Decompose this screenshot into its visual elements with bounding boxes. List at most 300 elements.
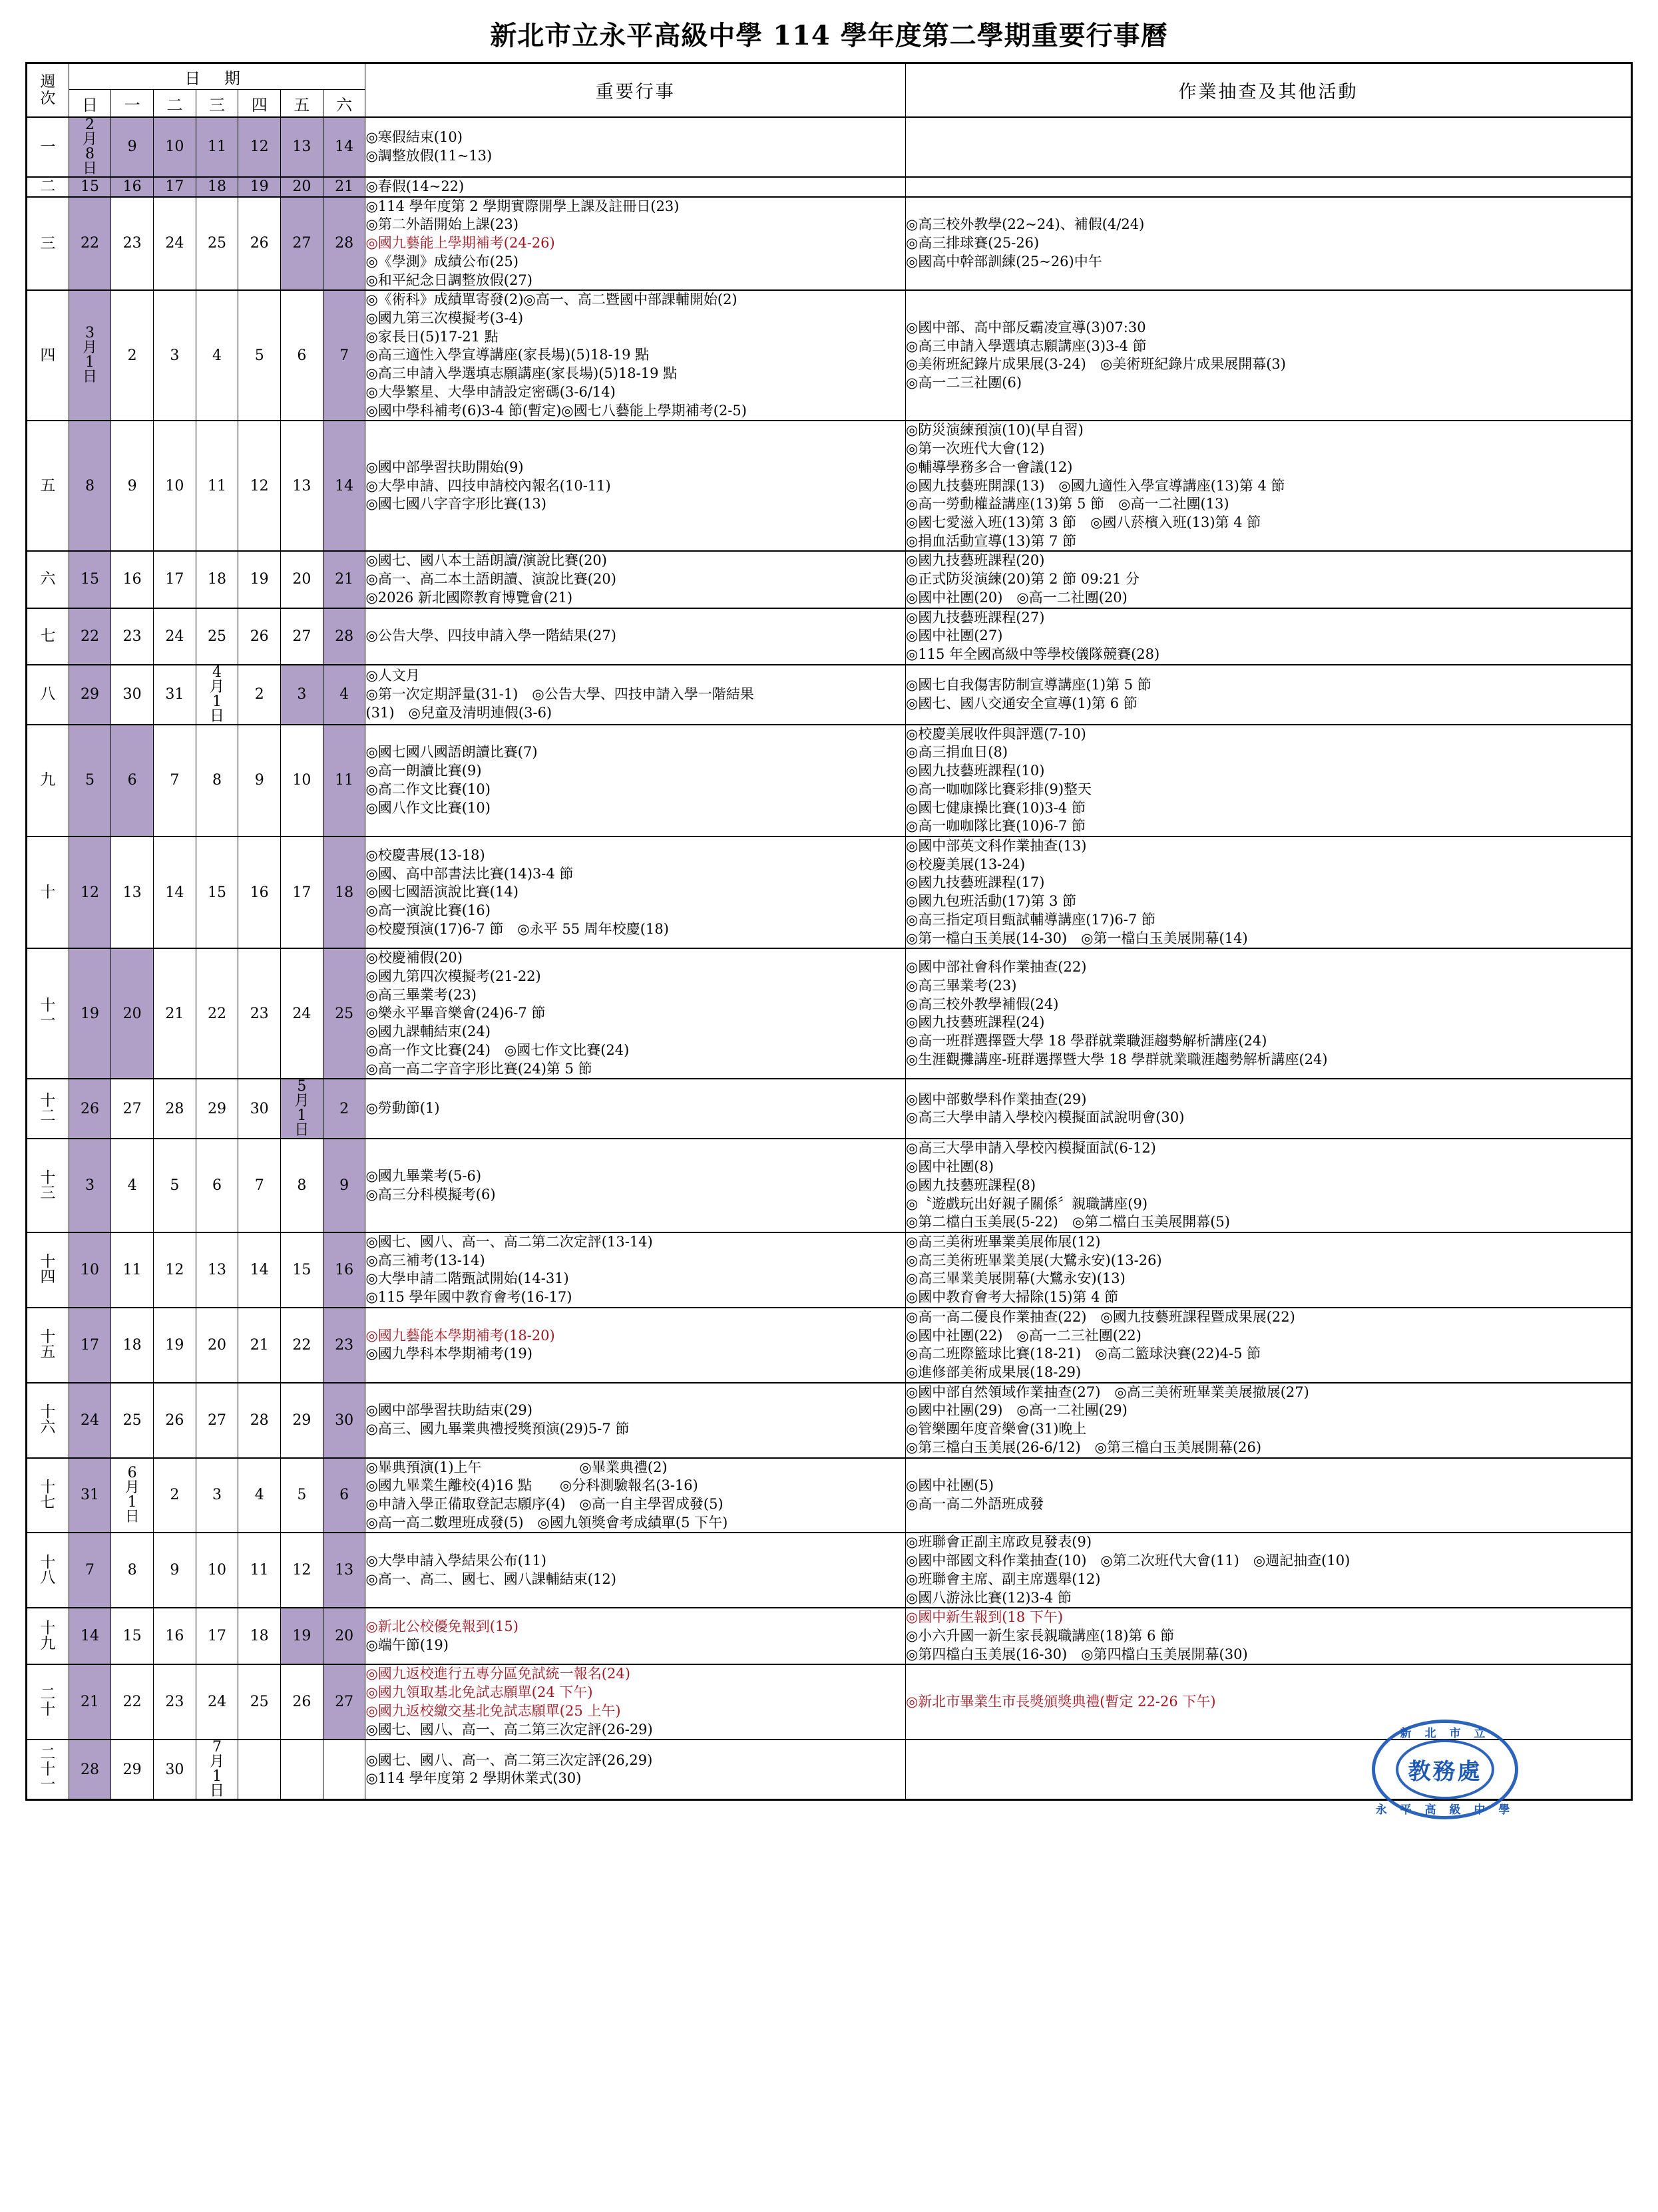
column-header-events: 重要行事 [365,63,906,118]
dow-sat: 六 [323,90,365,118]
events-cell-line: (31) ◎兒童及清明連假(3-6) [365,704,552,721]
other-activities-cell-line: ◎國中新生報到(18 下午) [905,1609,1064,1626]
day-cell: 6 [111,725,154,836]
day-cell: 21 [154,948,196,1079]
other-activities-cell-line: ◎〝遊戲玩出好親子關係〞親職講座(9) [905,1195,1148,1212]
day-cell: 17 [69,1308,111,1383]
table-row [27,836,1632,948]
day-cell: 18 [196,551,238,608]
day-cell: 26 [238,608,281,665]
day-cell: 28 [69,1740,111,1800]
week-number-cell [27,421,69,551]
table-row [27,1079,1632,1139]
week-number-char: 二 [40,1107,56,1125]
events-cell-line: ◎寒假結束(10) [365,129,463,146]
other-activities-cell-line: ◎小六升國一新生家長親職講座(18)第 6 節 [905,1628,1175,1644]
day-cell: 20 [111,948,154,1079]
other-activities-cell-line: ◎115 年全國高級中等學校儀隊競賽(28) [905,645,1160,662]
day-cell: 10 [196,1533,238,1608]
week-number-char: 十 [40,1619,56,1637]
week-number-cell [27,117,69,177]
table-header [27,63,1632,118]
day-cell: 16 [238,836,281,948]
day-cell: 23 [323,1308,365,1383]
events-cell-line: ◎樂永平畢音樂會(24)6-7 節 [365,1005,546,1021]
column-header-other: 作業抽查及其他活動 [905,63,1631,118]
week-number-cell [27,1232,69,1308]
events-cell-line: ◎國中部學習扶助開始(9) [365,459,524,475]
day-cell: 6 [323,1458,365,1533]
day-cell: 21 [323,177,365,197]
other-activities-cell-line: ◎班聯會主席、副主席選舉(12) [905,1570,1101,1587]
events-cell [365,1533,906,1608]
week-number-cell [27,551,69,608]
other-activities-cell-line: ◎進修部美術成果展(18-29) [905,1364,1082,1380]
table-row [27,948,1632,1079]
day-cell: 27 [281,608,323,665]
dow-fri: 五 [281,90,323,118]
events-cell [365,1079,906,1139]
other-activities-cell-line: ◎高二班際籃球比賽(18-21) ◎高二籃球決賽(22)4-5 節 [905,1346,1261,1362]
events-cell-line: ◎114 學年度第 2 學期實際開學上課及註冊日(23) [365,198,680,214]
events-cell-line: ◎大學繁星、大學申請設定密碼(3-6/14) [365,383,616,400]
other-activities-cell [905,1308,1631,1383]
dow-wed: 三 [196,90,238,118]
events-cell [365,1383,906,1458]
other-activities-cell [905,948,1631,1079]
events-cell [365,197,906,291]
events-cell-line: ◎高三適性入學宣導講座(家長場)(5)18-19 點 [365,347,650,363]
week-number-char: 九 [40,1634,56,1652]
other-activities-cell [905,290,1631,421]
week-number-char: 一 [40,1775,56,1793]
other-activities-cell [905,665,1631,725]
other-activities-cell-line: ◎國七愛滋入班(13)第 3 節 ◎國八菸檳入班(13)第 4 節 [905,514,1261,530]
week-number-cell [27,290,69,421]
day-cell: 12 [281,1533,323,1608]
day-cell: 21 [238,1308,281,1383]
day-cell: 9 [238,725,281,836]
events-cell [365,608,906,665]
other-activities-cell-line: ◎第四檔白玉美展(16-30) ◎第四檔白玉美展開幕(30) [905,1646,1248,1662]
other-activities-cell-line: ◎高一高二優良作業抽查(22) ◎國九技藝班課程暨成果展(22) [905,1308,1295,1325]
day-cell: 28 [154,1079,196,1139]
day-cell: 7 [154,725,196,836]
events-cell [365,665,906,725]
day-cell: 20 [281,177,323,197]
week-number-cell [27,197,69,291]
other-activities-cell [905,836,1631,948]
events-cell-line: ◎國中學科補考(6)3-4 節(暫定)◎國七八藝能上學期補考(2-5) [365,402,747,419]
events-cell-line: ◎高一、高二、國七、國八課輔結束(12) [365,1570,616,1587]
table-row [27,197,1632,291]
other-activities-cell [905,1533,1631,1608]
day-cell: 31 [154,665,196,725]
other-activities-cell-line: ◎國中部數學科作業抽查(29) [905,1091,1087,1107]
other-activities-cell-line: ◎生涯觀攤講座-班群選擇暨大學 18 學群就業職涯趨勢解析講座(24) [905,1051,1328,1067]
table-row [27,1139,1632,1232]
table-row [27,551,1632,608]
other-activities-cell-line: ◎國中部英文科作業抽查(13) [905,838,1087,854]
dow-tue: 二 [154,90,196,118]
day-cell: 22 [196,948,238,1079]
day-cell: 26 [154,1383,196,1458]
events-cell-line: ◎高三畢業考(23) [365,986,477,1003]
events-cell [365,1308,906,1383]
day-cell: 12 [154,1232,196,1308]
day-cell: 6 [281,290,323,421]
other-activities-cell-line: ◎國九技藝班課程(24) [905,1014,1045,1031]
other-activities-cell [905,725,1631,836]
week-number-cell [27,608,69,665]
day-cell: 16 [323,1232,365,1308]
other-activities-cell-line: ◎高一咖咖隊比賽(10)6-7 節 [905,818,1086,834]
week-number-char: 十 [40,1328,56,1346]
events-cell-line: ◎高三補考(13-14) [365,1252,485,1268]
other-activities-cell-line: ◎高一高二外語班成發 [905,1496,1044,1512]
events-cell-line: ◎大學申請入學結果公布(11) [365,1553,546,1569]
day-cell: 11 [196,421,238,551]
week-number-char: 十 [40,1169,56,1187]
day-cell: 14 [323,117,365,177]
day-cell: 5 [69,725,111,836]
events-cell-line: ◎第二外語開始上課(23) [365,216,518,233]
day-cell: 13 [323,1533,365,1608]
day-cell: 8 [281,1139,323,1232]
day-cell: 10 [281,725,323,836]
events-cell-line: ◎115 學年國中教育會考(16-17) [365,1289,572,1306]
other-activities-cell-line: ◎國中社團(5) [905,1477,994,1494]
week-number-cell [27,177,69,197]
other-activities-cell-line: ◎校慶美展(13-24) [905,856,1026,872]
day-cell: 8 [69,421,111,551]
events-cell-line: ◎大學申請二階甄試開始(14-31) [365,1270,569,1287]
day-cell: 30 [238,1079,281,1139]
day-cell [111,1458,154,1533]
other-activities-cell-line: ◎防災演練預演(10)(早自習) [905,422,1084,439]
week-number-cell [27,948,69,1079]
events-cell-line: ◎國九第四次模擬考(21-22) [365,968,541,985]
day-cell: 17 [196,1608,238,1664]
other-activities-cell [905,421,1631,551]
events-cell-line: ◎高二作文比賽(10) [365,781,491,797]
events-cell-line: ◎114 學年度第 2 學期休業式(30) [365,1770,582,1787]
day-cell [281,1079,323,1139]
events-cell-line: ◎《學測》成績公布(25) [365,253,518,270]
day-cell [238,1740,281,1800]
other-activities-cell-line: ◎高一二三社團(6) [905,375,1022,391]
other-activities-cell [905,1232,1631,1308]
other-activities-cell [905,117,1631,177]
day-cell: 13 [281,421,323,551]
week-number-char: 十 [40,1092,56,1110]
day-cell: 22 [281,1308,323,1383]
other-activities-cell-line: ◎國中社團(27) [905,628,1003,644]
other-activities-cell-line: ◎國中部、高中部反霸凌宣導(3)07:30 [905,319,1146,335]
day-cell [196,665,238,725]
events-cell-line: ◎申請入學正備取登記志願序(4) ◎高一自主學習成發(5) [365,1496,724,1512]
table-body [27,117,1632,1800]
day-cell: 20 [323,1608,365,1664]
week-number-char: 七 [40,627,56,645]
week-number-cell [27,725,69,836]
day-cell: 5 [238,290,281,421]
seal-bottom-text: 永 平 高 級 中 學 [1375,1803,1515,1817]
events-cell-line: ◎和平紀念日調整放假(27) [365,272,532,288]
table-row [27,1308,1632,1383]
other-activities-cell [905,1383,1631,1458]
date-vertical-stack: 4 月 1 日 [210,663,225,725]
day-cell: 29 [69,665,111,725]
other-activities-cell-line: ◎高一咖咖隊比賽彩排(9)整天 [905,781,1092,797]
day-cell: 18 [196,177,238,197]
events-cell [365,948,906,1079]
day-cell: 10 [154,421,196,551]
day-cell: 25 [238,1664,281,1740]
week-number-char: 三 [40,234,56,252]
other-activities-cell-line: ◎高三大學申請入學校內模擬面試(6-12) [905,1140,1156,1157]
date-vertical-stack: 5 月 1 日 [294,1078,310,1139]
events-cell-line: ◎國九第三次模擬考(3-4) [365,310,524,327]
week-number-cell [27,1458,69,1533]
other-activities-cell-line: ◎國七自我傷害防制宣導講座(1)第 5 節 [905,676,1151,693]
day-cell: 26 [281,1664,323,1740]
week-number-cell [27,1740,69,1800]
day-cell: 29 [281,1383,323,1458]
other-activities-cell-line: ◎國九技藝班開課(13) ◎國九適性入學宣導講座(13)第 4 節 [905,477,1285,494]
day-cell: 15 [69,551,111,608]
events-cell-line: ◎高三分科模擬考(6) [365,1186,496,1202]
other-activities-cell-line: ◎新北市畢業生市長獎頒獎典禮(暫定 22-26 下午) [905,1694,1216,1710]
events-cell [365,1664,906,1740]
day-cell: 25 [323,948,365,1079]
day-cell: 14 [323,421,365,551]
other-activities-cell-line: ◎美術班紀錄片成果展(3-24) ◎美術班紀錄片成果展開幕(3) [905,356,1286,373]
day-cell: 16 [154,1608,196,1664]
day-cell: 2 [238,665,281,725]
other-activities-cell-line: ◎國七、國八交通安全宣導(1)第 6 節 [905,695,1138,711]
events-cell [365,725,906,836]
events-cell-line: ◎國七國八字音字形比賽(13) [365,496,546,512]
table-row [27,1458,1632,1533]
events-cell [365,1232,906,1308]
day-cell: 9 [154,1533,196,1608]
week-number-char: 五 [40,476,56,494]
week-number-char: 一 [40,138,56,156]
day-cell: 20 [281,551,323,608]
events-cell-line: ◎高一高二字音字形比賽(24)第 5 節 [365,1060,592,1077]
day-cell: 11 [196,117,238,177]
table-row [27,1608,1632,1664]
week-number-cell [27,1608,69,1664]
day-cell: 27 [196,1383,238,1458]
events-cell [365,421,906,551]
day-cell: 20 [196,1308,238,1383]
events-cell-line: ◎國九畢業生離校(4)16 點 ◎分科測驗報名(3-16) [365,1477,698,1494]
events-cell-line: ◎高一朗讀比賽(9) [365,763,482,779]
day-cell: 15 [196,836,238,948]
week-header-line1: 週 [40,73,56,91]
day-cell: 25 [196,197,238,291]
day-cell: 4 [238,1458,281,1533]
events-cell [365,117,906,177]
day-cell: 24 [281,948,323,1079]
week-number-cell [27,836,69,948]
week-number-char: 四 [40,346,56,364]
other-activities-cell-line: ◎高一勞動權益講座(13)第 5 節 ◎高一二社團(13) [905,496,1229,512]
other-activities-cell-line: ◎國九技藝班課程(10) [905,763,1045,779]
week-number-cell [27,1383,69,1458]
events-cell-line: ◎春假(14~22) [365,178,465,194]
day-cell: 19 [69,948,111,1079]
day-cell: 30 [323,1383,365,1458]
week-number-char: 八 [40,685,56,703]
events-cell [365,1740,906,1800]
week-number-char: 六 [40,570,56,588]
events-cell [365,290,906,421]
week-number-cell [27,665,69,725]
other-activities-cell-line: ◎國中教育會考大掃除(15)第 4 節 [905,1289,1119,1306]
events-cell-line: ◎第一次定期評量(31-1) ◎公告大學、四技申請入學一階結果 [365,685,754,702]
events-cell-line: ◎國九課輔結束(24) [365,1023,491,1040]
table-row [27,421,1632,551]
day-cell: 15 [111,1608,154,1664]
day-cell: 28 [323,197,365,291]
other-activities-cell [905,177,1631,197]
day-cell: 26 [69,1079,111,1139]
seal-top-text: 新 北 市 立 [1400,1727,1490,1741]
day-cell: 8 [196,725,238,836]
events-cell-line: ◎國中部學習扶助結束(29) [365,1402,532,1419]
day-cell: 12 [69,836,111,948]
other-activities-cell-line: ◎國九技藝班課程(8) [905,1177,1036,1193]
date-vertical-stack: 7 月 1 日 [210,1739,225,1800]
day-cell: 24 [154,608,196,665]
events-cell-line: ◎高一作文比賽(24) ◎國七作文比賽(24) [365,1041,630,1058]
day-cell: 9 [111,421,154,551]
day-cell: 27 [111,1079,154,1139]
other-activities-cell-line: ◎國中部自然領域作業抽查(27) ◎高三美術班畢業美展撤展(27) [905,1383,1309,1400]
week-number-char: 十 [40,1553,56,1571]
other-activities-cell-line: ◎國中部社會科作業抽查(22) [905,959,1087,976]
other-activities-cell-line: ◎捐血活動宣導(13)第 7 節 [905,532,1077,549]
day-cell: 24 [69,1383,111,1458]
events-cell-line: ◎大學申請、四技申請校內報名(10-11) [365,477,611,494]
other-activities-cell [905,1664,1631,1740]
column-header-date-band: 日 期 [69,63,365,90]
day-cell [69,290,111,421]
events-cell-line: ◎公告大學、四技申請入學一階結果(27) [365,628,616,644]
week-number-char: 十 [40,997,56,1015]
other-activities-cell-line: ◎校慶美展收件與評選(7-10) [905,725,1086,742]
day-cell: 14 [69,1608,111,1664]
day-cell: 18 [238,1608,281,1664]
week-number-cell [27,1533,69,1608]
day-cell: 3 [154,290,196,421]
day-cell: 14 [154,836,196,948]
other-activities-cell [905,1458,1631,1533]
day-cell: 18 [323,836,365,948]
events-cell-line: ◎校慶書展(13-18) [365,846,485,863]
events-cell-line: ◎校慶補假(20) [365,950,463,966]
other-activities-cell-line: ◎國九技藝班課程(20) [905,552,1045,569]
events-cell-line: ◎國八作文比賽(10) [365,799,491,816]
day-cell: 30 [111,665,154,725]
week-number-char: 十 [40,1253,56,1271]
week-number-cell [27,1079,69,1139]
day-cell: 11 [323,725,365,836]
academic-calendar-table [25,62,1633,1801]
week-number-cell [27,1139,69,1232]
week-number-char: 十 [40,1403,56,1421]
other-activities-cell [905,608,1631,665]
events-cell-line: ◎新北公校優免報到(15) [365,1618,518,1635]
events-cell-line: ◎高三申請入學選填志願講座(家長場)(5)18-19 點 [365,365,678,382]
events-cell-line: ◎端午節(19) [365,1636,449,1653]
events-cell-line: ◎國七、國八、高一、高二第三次定評(26,29) [365,1751,653,1768]
day-cell: 16 [111,177,154,197]
day-cell: 9 [111,117,154,177]
other-activities-cell-line: ◎高三排球賽(25-26) [905,235,1040,252]
events-cell-line: ◎勞動節(1) [365,1100,440,1117]
week-number-char: 三 [40,1184,56,1202]
other-activities-cell-line: ◎國中部國文科作業抽查(10) ◎第二次班代大會(11) ◎週記抽查(10) [905,1553,1350,1569]
events-cell-line: ◎校慶預演(17)6-7 節 ◎永平 55 周年校慶(18) [365,920,669,937]
date-vertical-stack: 6 月 1 日 [124,1465,140,1525]
table-row [27,725,1632,836]
day-cell: 7 [238,1139,281,1232]
day-cell: 2 [323,1079,365,1139]
other-activities-cell-line: ◎高一班群選擇暨大學 18 學群就業職涯趨勢解析講座(24) [905,1033,1267,1049]
events-cell-line: ◎國九學科本學期補考(19) [365,1346,532,1362]
events-cell-line: ◎國九返校繳交基北免試志願單(25 上午) [365,1702,621,1719]
day-cell: 19 [238,177,281,197]
other-activities-cell-line: ◎輔導學務多合一會議(12) [905,459,1073,475]
day-cell: 23 [154,1664,196,1740]
other-activities-cell-line: ◎第一檔白玉美展(14-30) ◎第一檔白玉美展開幕(14) [905,930,1248,946]
other-activities-cell-line: ◎高三畢業美展開幕(大鷺永安)(13) [905,1270,1126,1287]
day-cell: 27 [323,1664,365,1740]
date-vertical-stack: 2 月 8 日 [83,116,98,177]
day-cell: 6 [196,1139,238,1232]
day-cell: 27 [281,197,323,291]
other-activities-cell [905,1608,1631,1664]
day-cell: 19 [281,1608,323,1664]
events-cell-line: ◎國七、國八本土語朗讀/演說比賽(20) [365,552,607,569]
other-activities-cell-line: ◎高三美術班畢業美展(大鷺永安)(13-26) [905,1252,1162,1268]
day-cell: 18 [111,1308,154,1383]
other-activities-cell-line: ◎高三指定項目甄試輔導講座(17)6-7 節 [905,911,1155,928]
day-cell: 31 [69,1458,111,1533]
week-number-char: 二 [40,1685,56,1703]
day-cell: 17 [154,177,196,197]
week-number-char: 五 [40,1344,56,1362]
day-cell: 19 [154,1308,196,1383]
day-cell [196,1740,238,1800]
day-cell: 17 [154,551,196,608]
week-header-line2: 次 [40,89,56,107]
events-cell-line: ◎國九領取基北免試志願單(24 下午) [365,1684,593,1701]
events-cell-line: ◎高一、高二本土語朗讀、演說比賽(20) [365,571,616,588]
day-cell: 5 [154,1139,196,1232]
day-cell: 23 [111,608,154,665]
day-cell: 3 [69,1139,111,1232]
events-cell-line: ◎國七、國八、高一、高二第三次定評(26-29) [365,1721,653,1738]
other-activities-cell-line: ◎國中社團(8) [905,1159,994,1175]
day-cell: 26 [238,197,281,291]
other-activities-cell-line: ◎國八游泳比賽(12)3-4 節 [905,1589,1072,1606]
table-row [27,177,1632,197]
